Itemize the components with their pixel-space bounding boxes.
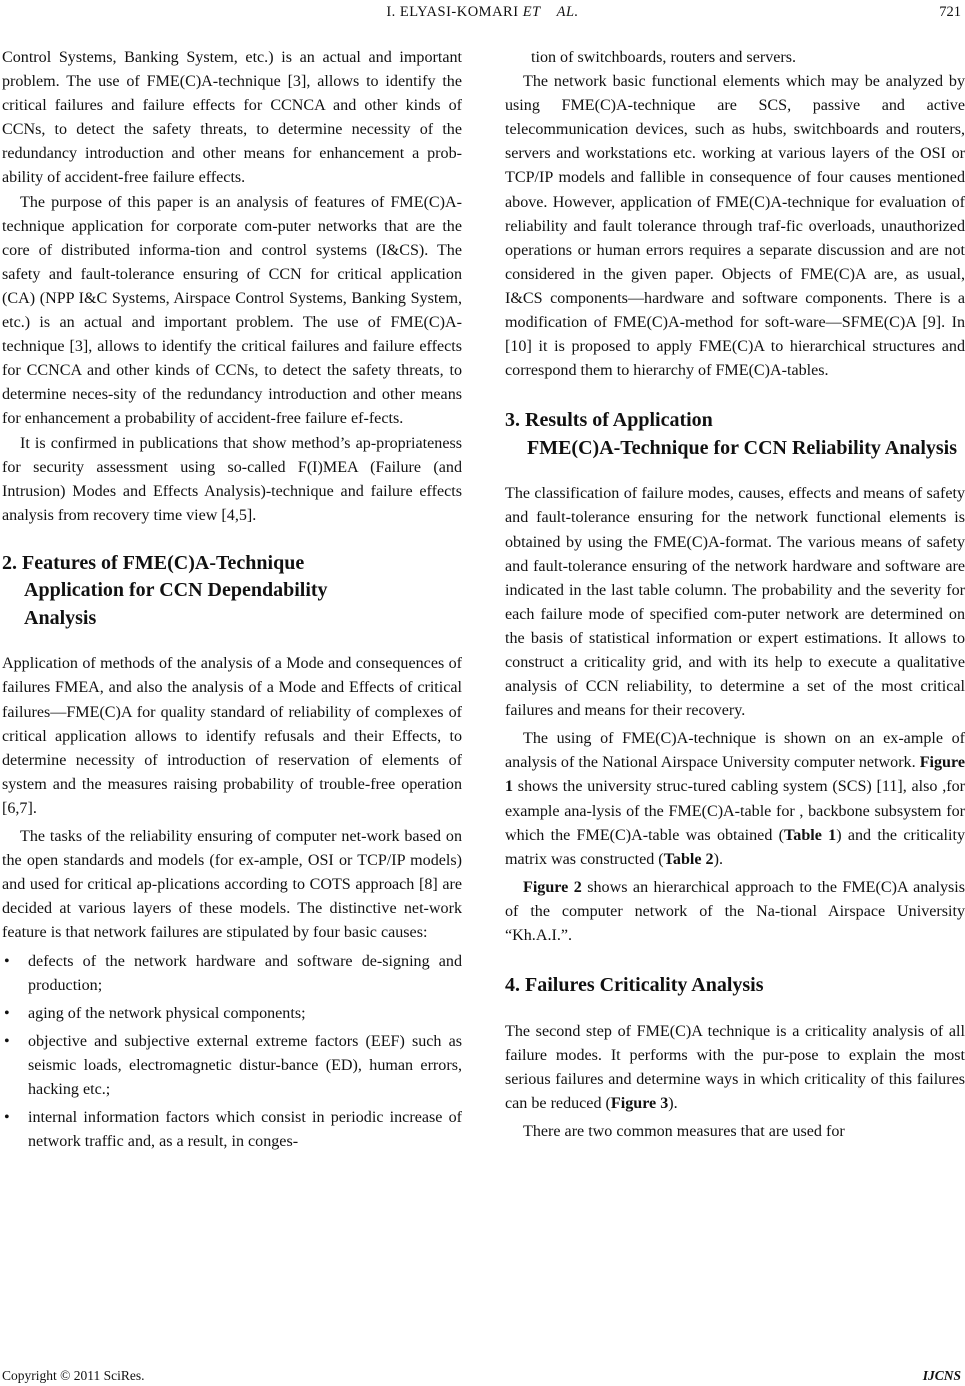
paragraph-text: ). xyxy=(713,850,723,868)
figure-reference: Figure 3 xyxy=(610,1094,669,1112)
section-heading-title: 3. Results of Application xyxy=(505,409,713,432)
paragraph-text: ). xyxy=(668,1094,678,1112)
copyright-notice: Copyright © 2011 SciRes. xyxy=(2,1368,145,1383)
paragraph: The purpose of this paper is an analysis of features of FME(C)A-technique application for corporate com-puter networks that are the core of distributed informa-tion and control systems (I&CS). The safety and fault-tolerance ensuring of CCN for critical application (CA) (NPP I&C Systems, Airspace Control Systems, Banking System, etc.) is an actual and important problem. The use of FME(C)A-technique [3], allows to identify the critical failures and failure effects for CCNCA and other kinds of CCNs, to detect the safety threats, to determine neces-sity of the redundancy introduction and other means for enhancement a probability of accident-free failure ef-fects. xyxy=(2,193,462,428)
paragraph: Control Systems, Banking System, etc.) is an actual and important problem. The use of FME(C)A-technique [3], allows to identify the critical failures and failure effects for CCNCA and other kinds of CCNs, to detect the safety threats, to determine necessity of the redundancy introduction and other means for enhancement a prob-ability of accident-free failure effects. xyxy=(2,49,462,187)
journal-name: IJCNS xyxy=(922,1368,961,1383)
bullet-icon: • xyxy=(4,1109,10,1127)
paragraph: The network basic functional elements which may be analyzed by using FME(C)A-technique are SCS, passive and active telecommunication devices, such as hubs, switchboards and routers, servers and workstations etc. working at various layers of the OSI or TCP/IP models and fallible in consequence of four causes mentioned above. However, application of FME(C)A-technique for evaluation of reliability and fault tolerance through traf-fic overloads, unauthorized operations or human errors requires a separate discussion and are not considered in the given paper. Objects of FME(C)A are, as usual, I&CS components—hardware and software components. There is a modification of FME(C)A-method for soft-ware—SFME(C)A [9]. In [10] it is proposed to apply FME(C)A to hierarchical structures and correspond them to hierarchy of FME(C)A-tables. xyxy=(505,73,965,380)
section-heading-3 xyxy=(505,407,965,462)
paragraph-text: shows the university struc-tured cabling system (SCS) [11], also ,for example ana-lysis of the FME(C)A-table for , backbone subsystem for which the FME(C)A-table was obtained ( xyxy=(505,778,965,844)
bullet-icon: • xyxy=(4,1004,10,1022)
paragraph xyxy=(505,727,965,872)
paragraph-text: The using of FME(C)A-technique is shown on an ex-ample of analysis of the National Airspace University computer network. xyxy=(505,730,965,772)
paragraph: The classification of failure modes, causes, effects and means of safety and fault-tolerance ensuring for the network functional elements is obtained by using the FME(C)A-format. The various means of safety and fault-tolerance ensuring of the network hardware and software are indicated in the last table column. The probability and the severity for each failure mode of specified com-puter network are determined on the basis of statistical information or expert estimations. It allows to construct a criticality grid, and with its help to execute a qualitative analysis of CCN reliability, to determine a set of the most critical failures and means for their recovery. xyxy=(505,485,965,720)
list-item-text: defects of the network hardware and software de-signing and production; xyxy=(28,952,462,994)
bullet-list xyxy=(2,950,462,1155)
paragraph: Application of methods of the analysis of a Mode and consequences of failures FMEA, and also the analysis of a Mode and Effects of critical failures—FME(C)A for quality standard of reliability of complexes of critical application allows to identify refusals and their Effects, to determine necessity of introduction of reservation of elements of system and the measures raising probability of trouble-free operation [6,7]. xyxy=(2,655,462,817)
list-item xyxy=(2,1030,462,1102)
paragraph-text: shows an hierarchical approach to the FME(C)A analysis of the computer network of the Na-tional Airspace University “Kh.A.I.”. xyxy=(505,878,965,944)
section-heading-4 xyxy=(505,972,965,1000)
list-item-text: internal information factors which consist in periodic increase of network traffic and, as a result, in conges- xyxy=(28,1109,462,1151)
bullet-icon: • xyxy=(4,952,10,970)
section-heading-2 xyxy=(2,550,462,633)
paragraph xyxy=(505,1020,965,1116)
page-number: 721 xyxy=(939,4,961,20)
bullet-icon: • xyxy=(4,1032,10,1050)
paragraph: There are two common measures that are used for xyxy=(523,1122,845,1140)
section-heading-title: 2. Features of FME(C)A-Technique xyxy=(2,551,305,574)
running-title xyxy=(0,4,965,21)
list-item xyxy=(2,1106,462,1154)
page-footer xyxy=(0,1368,965,1386)
list-item xyxy=(2,1002,462,1026)
right-column xyxy=(505,46,965,1144)
paragraph-text: The second step of FME(C)A technique is a criticality analysis of all failure modes. It performs with the pur-pose to explain the most serious failures and determine ways in which criticality of this failures can be reduced ( xyxy=(505,1022,965,1112)
paragraph: The tasks of the reliability ensuring of computer net-work based on the open standards and models (for ex-ample, OSI or TCP/IP models) and used for critical ap-plications according to COTS approach [8] are decided at various layers of these models. The distinctive net-work feature is that network failures are stipulated by four basic causes: xyxy=(2,828,462,942)
running-header xyxy=(0,0,965,22)
header-author: I. ELYASI-KOMARI xyxy=(386,4,519,20)
left-column xyxy=(2,46,462,1158)
paragraph-text: ) and the criticality matrix was constructed ( xyxy=(505,826,965,868)
list-item xyxy=(2,950,462,998)
paragraph: It is confirmed in publications that show method’s ap-propriateness for security assessment using so-called F(I)MEA (Failure (and Intrusion) Modes and Effects Analysis)-technique and failure effects analysis from recovery time view [4,5]. xyxy=(2,434,462,524)
header-etal: ET AL. xyxy=(522,4,579,20)
list-item-text: aging of the network physical components; xyxy=(28,1004,306,1022)
figure-reference: Figure 2 xyxy=(523,878,582,896)
table-reference: Table 2 xyxy=(663,850,714,868)
paragraph xyxy=(505,876,965,948)
figure-reference: Figure 1 xyxy=(505,754,965,796)
section-heading-continuation: Application for CCN Dependability Analysis xyxy=(24,579,328,629)
section-heading-title: 4. Failures Criticality Analysis xyxy=(505,974,764,997)
table-reference: Table 1 xyxy=(784,826,837,844)
section-heading-continuation: FME(C)A-Technique for CCN Reliability Analysis xyxy=(527,436,958,459)
list-item-text: objective and subjective external extreme factors (EEF) such as seismic loads, electromagnetic distur-bance (ED), human errors, hacking etc.; xyxy=(28,1032,462,1098)
paragraph-continuation: tion of switchboards, routers and servers. xyxy=(531,49,797,66)
